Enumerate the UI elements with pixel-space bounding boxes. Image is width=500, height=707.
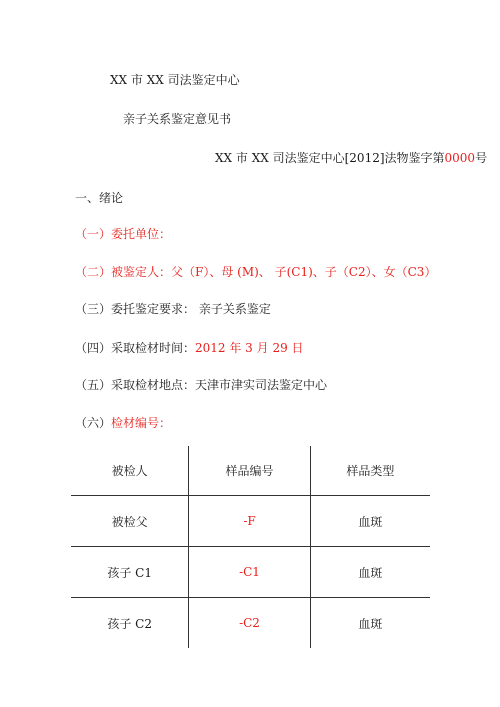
item-sample-ids-label: （六） bbox=[75, 416, 112, 430]
table-row bbox=[71, 598, 430, 649]
item-request-label: （三）委托鉴定要求： bbox=[75, 302, 196, 316]
document-number-value: 0000 bbox=[444, 151, 476, 165]
item-sampling-location bbox=[75, 377, 327, 393]
cell-sample-type: 血斑 bbox=[310, 547, 430, 598]
item-sampling-time-value: 2012 年 3 月 29 日 bbox=[195, 341, 304, 355]
table-row bbox=[71, 496, 430, 547]
sample-table bbox=[71, 446, 430, 648]
item-sampling-time-label: （四）采取检材时间： bbox=[75, 341, 196, 355]
item-sample-ids-value: 检材编号： bbox=[111, 416, 172, 430]
item-entrusting-unit bbox=[75, 226, 171, 242]
item-entrusting-unit-label: （一）委托单位： bbox=[75, 227, 172, 241]
column-header-person: 被检人 bbox=[71, 446, 189, 496]
document-number-suffix: 号 bbox=[475, 151, 488, 165]
document-number-prefix: XX 市 XX 司法鉴定中心[2012]法物鉴字第 bbox=[215, 151, 445, 165]
cell-sample-type: 血斑 bbox=[310, 496, 430, 547]
item-sampling-location-label: （五）采取检材地点： bbox=[75, 378, 196, 392]
cell-sample-id: -C2 bbox=[189, 598, 310, 649]
item-sampling-time bbox=[75, 340, 304, 356]
table-header-row bbox=[71, 446, 430, 496]
item-request bbox=[75, 301, 271, 317]
item-request-value: 亲子关系鉴定 bbox=[195, 302, 271, 316]
item-persons-tested-value: 父（F）、母 (M)、 子(C1)、子（C2）、女（C3） bbox=[171, 265, 437, 279]
item-persons-tested bbox=[75, 264, 436, 280]
cell-sample-id: -F bbox=[189, 496, 310, 547]
column-header-sample-type: 样品类型 bbox=[310, 446, 430, 496]
cell-person: 被检父 bbox=[71, 496, 189, 547]
item-sampling-location-value: 天津市津实司法鉴定中心 bbox=[195, 378, 328, 392]
document-number bbox=[215, 150, 487, 166]
column-header-sample-id: 样品编号 bbox=[189, 446, 310, 496]
item-sample-ids bbox=[75, 415, 171, 431]
document-title: 亲子关系鉴定意见书 bbox=[123, 112, 232, 126]
section-heading-intro: 一、绪论 bbox=[75, 191, 124, 205]
center-name: XX 市 XX 司法鉴定中心 bbox=[110, 73, 240, 87]
cell-sample-type: 血斑 bbox=[358, 616, 383, 631]
item-persons-tested-label: （二）被鉴定人： bbox=[75, 265, 172, 279]
cell-person: 孩子 C1 bbox=[71, 547, 189, 598]
cell-sample-id: -C1 bbox=[189, 547, 310, 598]
cell-person: 孩子 C2 bbox=[71, 598, 189, 649]
table-row bbox=[71, 547, 430, 598]
